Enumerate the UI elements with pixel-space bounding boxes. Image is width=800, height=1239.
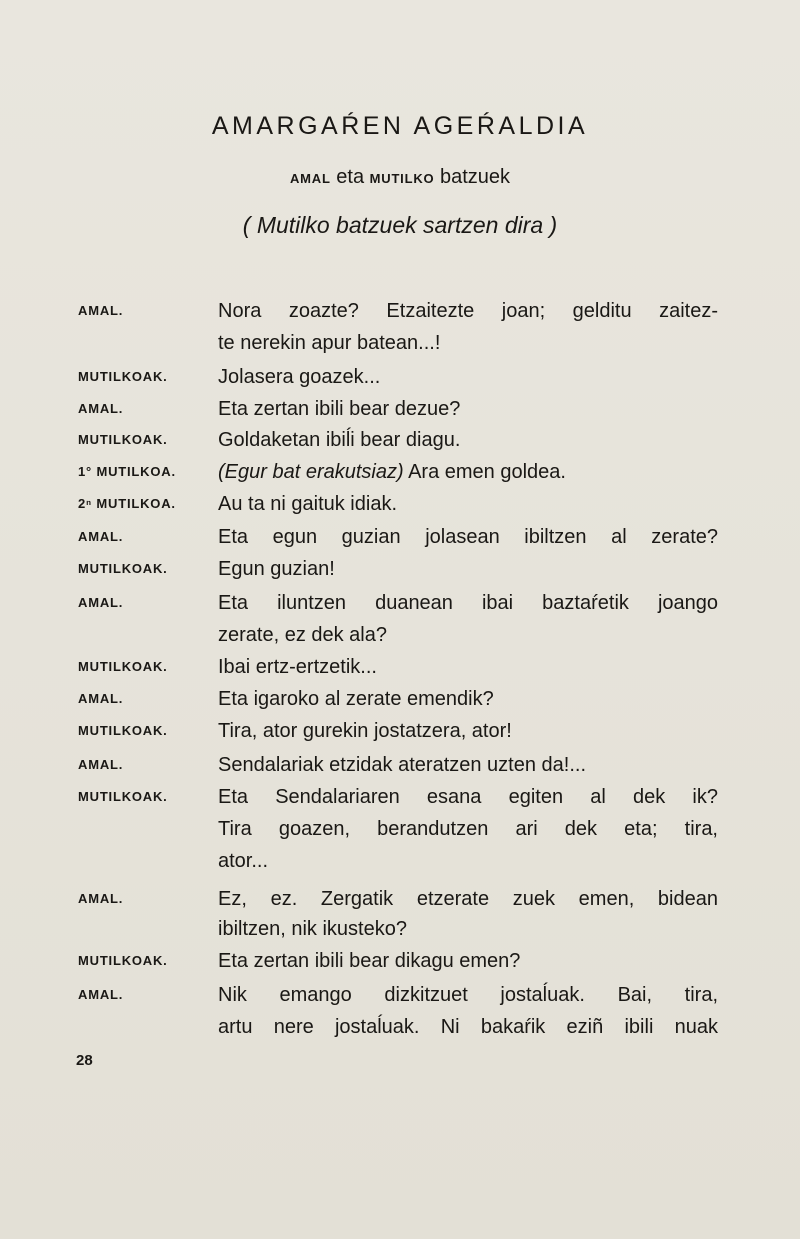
speaker-name: MUTILKOAK.	[78, 561, 168, 576]
speech-text: Ez, ez. Zergatik etzerate zuek emen, bidean	[218, 888, 718, 910]
speaker-name: AMAL.	[78, 891, 124, 906]
speech-text: Ibai ertz-ertzetik...	[218, 656, 377, 678]
speech-text: Eta zertan ibili bear dikagu emen?	[218, 950, 521, 972]
speaker-name: 2ⁿ MUTILKOA.	[78, 496, 176, 511]
speech-text-rest: Ara emen goldea.	[403, 461, 566, 483]
dialogue-line	[0, 620, 800, 650]
character-name-amal: AMAL	[289, 171, 331, 186]
speaker-name: AMAL.	[78, 529, 124, 544]
dialogue-line	[0, 884, 800, 914]
speech-text: te nerekin apur batean...!	[218, 332, 441, 354]
stage-direction: ( Mutilko batzuek sartzen dira )	[242, 212, 558, 238]
speech-text: Sendalariak etzidak ateratzen uzten da!...	[218, 754, 587, 776]
speech-text: Goldaketan ibiĺi bear diagu.	[218, 429, 461, 451]
scene-title: AMARGAŔEN AGEŔALDIA	[211, 112, 589, 140]
speaker-name: AMAL.	[78, 987, 124, 1002]
speech-text: Jolasera goazek...	[218, 366, 381, 388]
speaker-name: MUTILKOAK.	[78, 953, 168, 968]
speaker-name: AMAL.	[78, 303, 124, 318]
dialogue-line	[0, 457, 800, 487]
dialogue-line	[0, 522, 800, 552]
dialogue-line	[0, 362, 800, 392]
speaker-name: AMAL.	[78, 401, 124, 416]
speech-text: zerate, ez dek ala?	[218, 624, 387, 646]
dialogue-line	[0, 684, 800, 714]
speech-text: Tira, ator gurekin jostatzera, ator!	[218, 720, 512, 742]
dialogue-line	[0, 914, 800, 944]
speech-text: ibiltzen, nik ikusteko?	[218, 918, 407, 940]
dialogue-line	[0, 1012, 800, 1042]
speech-text	[218, 457, 718, 487]
dialogue-line	[0, 750, 800, 780]
dialogue-line	[0, 980, 800, 1010]
speech-text: ator...	[218, 850, 269, 872]
speaker-name: MUTILKOAK.	[78, 659, 168, 674]
dialogue-line	[0, 652, 800, 682]
speaker-name: MUTILKOAK.	[78, 369, 168, 384]
dialogue-line	[0, 489, 800, 519]
speech-text: Egun guzian!	[218, 558, 335, 580]
characters-rest: batzuek	[434, 166, 511, 188]
speaker-name: AMAL.	[78, 757, 124, 772]
speaker-name: 1° MUTILKOA.	[78, 464, 176, 479]
speech-text: artu nere jostaĺuak. Ni bakaŕik eziñ ibili nuak	[218, 1016, 718, 1038]
speaker-name: MUTILKOAK.	[78, 432, 168, 447]
speech-text: Eta zertan ibili bear dezue?	[218, 398, 461, 420]
dialogue-line	[0, 328, 800, 358]
speech-text: Eta egun guzian jolasean ibiltzen al zerate?	[218, 526, 718, 548]
character-name-mutilko: MUTILKO	[369, 171, 435, 186]
dialogue-line	[0, 782, 800, 812]
speech-text: Eta iluntzen duanean ibai baztaŕetik joango	[218, 592, 718, 614]
speech-text: Nora zoazte? Etzaitezte joan; gelditu zaitez-	[218, 300, 718, 322]
speaker-name: MUTILKOAK.	[78, 723, 168, 738]
dialogue-line	[0, 846, 800, 876]
characters-conjunction: eta	[330, 166, 370, 188]
speech-text: Tira goazen, berandutzen ari dek eta; tira,	[218, 818, 718, 840]
speech-text: Eta igaroko al zerate emendik?	[218, 688, 494, 710]
dialogue-line	[0, 716, 800, 746]
speaker-name: AMAL.	[78, 691, 124, 706]
dialogue-line	[0, 814, 800, 844]
speech-text: Nik emango dizkitzuet jostaĺuak. Bai, tira,	[218, 984, 718, 1006]
dialogue-line	[0, 425, 800, 455]
dialogue-line	[0, 554, 800, 584]
page-number: 28	[76, 1052, 93, 1069]
dialogue-line	[0, 296, 800, 326]
speech-text: Au ta ni gaituk idiak.	[218, 493, 397, 515]
speaker-name: MUTILKOAK.	[78, 789, 168, 804]
dialogue-line	[0, 946, 800, 976]
speaker-name: AMAL.	[78, 595, 124, 610]
dialogue-line	[0, 588, 800, 618]
dialogue-line	[0, 394, 800, 424]
inline-stage-direction: (Egur bat erakutsiaz)	[218, 461, 404, 483]
speech-text: Eta Sendalariaren esana egiten al dek ik?	[218, 786, 718, 808]
